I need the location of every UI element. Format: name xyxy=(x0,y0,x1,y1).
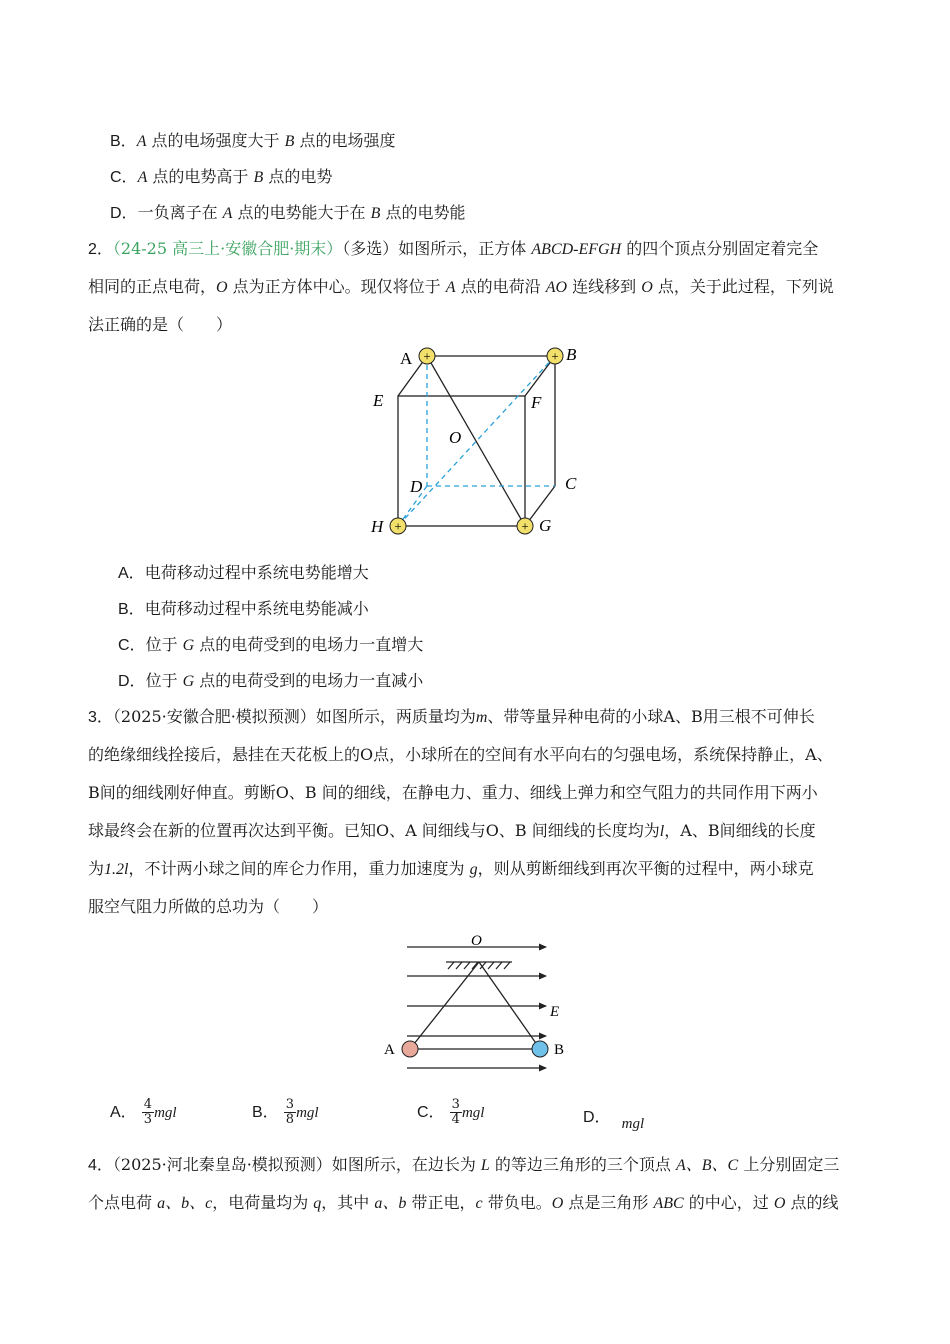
fraction: $\frac{4}{3}$ xyxy=(143,1097,153,1127)
q1-option-b: B．A 点的电场强度大于 B 点的电场强度 xyxy=(110,131,396,150)
svg-text:+: + xyxy=(551,348,559,364)
q2-option-a[interactable]: A．电荷移动过程中系统电势能增大 xyxy=(118,563,369,582)
svg-text:+: + xyxy=(521,518,529,534)
label-o: O xyxy=(471,933,482,949)
q2-stem-line3: 法正确的是（ ） xyxy=(88,315,233,334)
q3-option-a[interactable]: A． $\frac{4}{3}$ mgl xyxy=(110,1097,177,1127)
q3-stem-line2: 的绝缘细线拴接后，悬挂在天花板上的O点，小球所在的空间有水平向右的匀强电场，系统保持静止，A、 xyxy=(88,745,833,764)
charge-a xyxy=(419,348,435,364)
q2-source: （24-25 高三上·安徽合肥·期末） xyxy=(112,239,343,258)
label-d: D xyxy=(410,477,423,496)
label-c: C xyxy=(565,474,577,493)
q3-option-d[interactable]: D． mgl xyxy=(583,1109,645,1132)
fraction: $\frac{3}{8}$ xyxy=(285,1097,295,1127)
q2-option-b[interactable]: B．电荷移动过程中系统电势能减小 xyxy=(118,599,369,618)
q3-option-c[interactable]: C． $\frac{3}{4}$ mgl xyxy=(417,1097,485,1127)
q1-option-c: C．A 点的电势高于 B 点的电势 xyxy=(110,167,333,186)
label-e: E xyxy=(550,1004,560,1020)
ball-b xyxy=(532,1041,548,1057)
q4-stem-line1: 4．（2025·河北秦皇岛·模拟预测）如图所示，在边长为 L 的等边三角形的三个顶点 A、B、C 上分别固定三 xyxy=(88,1155,840,1174)
q2-stem-line1: 2．（24-25 高三上·安徽合肥·期末）（多选）如图所示，正方体 ABCD-EFGH 的四个顶点分别固定着完全 xyxy=(88,239,819,258)
svg-text:+: + xyxy=(394,518,402,534)
q1-option-d: D．一负离子在 A 点的电势能大于在 B 点的电势能 xyxy=(110,203,466,222)
q3-stem-line4: 球最终会在新的位置再次达到平衡。已知O、A 间细线与O、B 间细线的长度均为l，A、B间细线的长度 xyxy=(88,821,816,840)
q3-stem-line6: 服空气阻力所做的总功为（ ） xyxy=(88,897,329,916)
q3-stem-line3: B间的细线刚好伸直。剪断O、B 间的细线，在静电力、重力、细线上弹力和空气阻力的共同作用下两小 xyxy=(88,783,818,802)
label-g: G xyxy=(539,516,552,535)
q3-field-figure xyxy=(370,925,580,1080)
label-h: H xyxy=(371,517,384,536)
label-f: F xyxy=(531,393,542,412)
charge-g xyxy=(517,518,533,534)
fraction: $\frac{3}{4}$ xyxy=(451,1097,460,1127)
q2-option-c[interactable]: C．位于 G 点的电荷受到的电场力一直增大 xyxy=(118,635,424,654)
q2-option-d[interactable]: D．位于 G 点的电荷受到的电场力一直减小 xyxy=(118,671,424,690)
label-a: A xyxy=(400,349,413,368)
ball-a xyxy=(402,1041,418,1057)
label-b: B xyxy=(554,1042,565,1058)
q3-stem-line5: 为1.2l，不计两小球之间的库仑力作用，重力加速度为 g，则从剪断细线到再次平衡的过程中，两小球克 xyxy=(88,859,814,878)
label-a: A xyxy=(384,1042,395,1058)
charge-h xyxy=(390,518,406,534)
q2-cube-figure xyxy=(365,340,590,540)
q3-stem-line1: 3．（2025·安徽合肥·模拟预测）如图所示，两质量均为m、带等量异种电荷的小球A、B用三根不可伸长 xyxy=(88,707,815,726)
label-e: E xyxy=(373,391,384,410)
q4-stem-line2: 个点电荷 a、b、c，电荷量均为 q，其中 a、b 带正电，c 带负电。O 点是三角形 ABC 的中心，过 O 点的线 xyxy=(88,1193,839,1212)
q3-option-b[interactable]: B． $\frac{3}{8}$ mgl xyxy=(252,1097,319,1127)
svg-text:+: + xyxy=(423,348,431,364)
label-o: O xyxy=(449,428,462,447)
label-b: B xyxy=(566,345,577,364)
charge-b xyxy=(547,348,563,364)
q2-stem-line2: 相同的正点电荷，O 点为正方体中心。现仅将位于 A 点的电荷沿 AO 连线移到 O 点，关于此过程，下列说 xyxy=(88,277,834,296)
